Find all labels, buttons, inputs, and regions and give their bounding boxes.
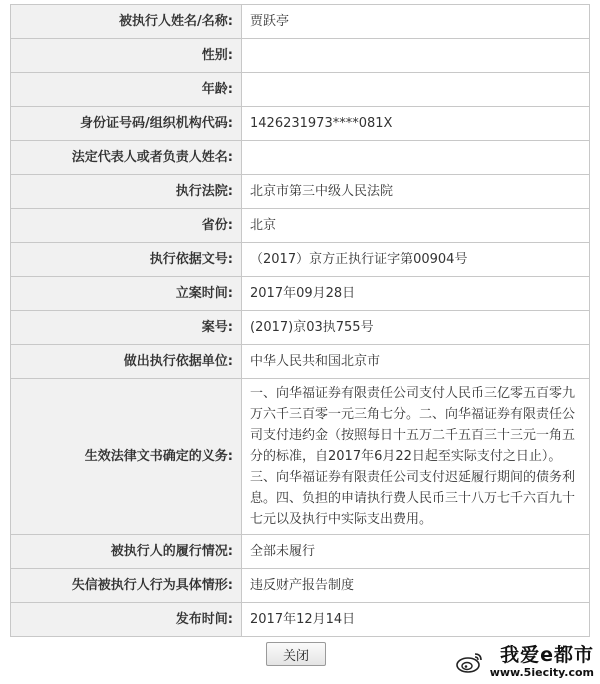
label-basis-doc: 执行依据文号: <box>11 243 242 277</box>
row-legal-rep <box>11 141 590 175</box>
row-court <box>11 175 590 209</box>
value-basis-doc: （2017）京方正执行证字第00904号 <box>242 243 590 277</box>
row-age <box>11 73 590 107</box>
value-performance: 全部未履行 <box>242 535 590 569</box>
value-case-number: (2017)京03执755号 <box>242 311 590 345</box>
value-dishonest-behavior: 违反财产报告制度 <box>242 569 590 603</box>
label-performance: 被执行人的履行情况: <box>11 535 242 569</box>
row-basis-doc <box>11 243 590 277</box>
close-button-wrap <box>266 642 326 666</box>
value-issuing-unit: 中华人民共和国北京市 <box>242 345 590 379</box>
label-filing-date: 立案时间: <box>11 277 242 311</box>
info-table <box>10 4 590 637</box>
label-legal-rep: 法定代表人或者负责人姓名: <box>11 141 242 175</box>
row-case-number <box>11 311 590 345</box>
value-id-number: 1426231973****081X <box>242 107 590 141</box>
label-court: 执行法院: <box>11 175 242 209</box>
weibo-icon <box>456 651 484 673</box>
label-case-number: 案号: <box>11 311 242 345</box>
row-issuing-unit <box>11 345 590 379</box>
row-obligations <box>11 379 590 535</box>
row-performance <box>11 535 590 569</box>
label-id-number: 身份证号码/组织机构代码: <box>11 107 242 141</box>
value-province: 北京 <box>242 209 590 243</box>
row-province <box>11 209 590 243</box>
value-age <box>242 73 590 107</box>
label-publish-date: 发布时间: <box>11 603 242 637</box>
value-gender <box>242 39 590 73</box>
watermark-title: 我爱e都市 <box>500 644 594 666</box>
watermark <box>456 646 594 678</box>
label-issuing-unit: 做出执行依据单位: <box>11 345 242 379</box>
value-legal-rep <box>242 141 590 175</box>
row-id-number <box>11 107 590 141</box>
value-obligations: 一、向华福证券有限责任公司支付人民币三亿零五百零九万六千三百零一元三角七分。二、向华福证券有限责任公司支付违约金（按照每日十五万二千五百三十三元一角五分的标准，自2017年6月22日起至实际支付之日止）。三、向华福证券有限责任公司支付迟延履行期间的债务利息。四、负担的申请执行费人民币三十八万七千六百九十七元以及执行中实际支出费用。 <box>242 379 590 535</box>
row-gender <box>11 39 590 73</box>
label-name: 被执行人姓名/名称: <box>11 5 242 39</box>
row-dishonest-behavior <box>11 569 590 603</box>
value-name: 贾跃亭 <box>242 5 590 39</box>
close-button[interactable]: 关闭 <box>266 642 326 666</box>
value-publish-date: 2017年12月14日 <box>242 603 590 637</box>
detail-panel <box>10 4 590 637</box>
label-gender: 性别: <box>11 39 242 73</box>
label-dishonest-behavior: 失信被执行人行为具体情形: <box>11 569 242 603</box>
watermark-url: www.5iecity.com <box>489 666 594 679</box>
row-name <box>11 5 590 39</box>
row-filing-date <box>11 277 590 311</box>
value-court: 北京市第三中级人民法院 <box>242 175 590 209</box>
label-age: 年龄: <box>11 73 242 107</box>
label-province: 省份: <box>11 209 242 243</box>
value-filing-date: 2017年09月28日 <box>242 277 590 311</box>
label-obligations: 生效法律文书确定的义务: <box>11 379 242 535</box>
row-publish-date <box>11 603 590 637</box>
